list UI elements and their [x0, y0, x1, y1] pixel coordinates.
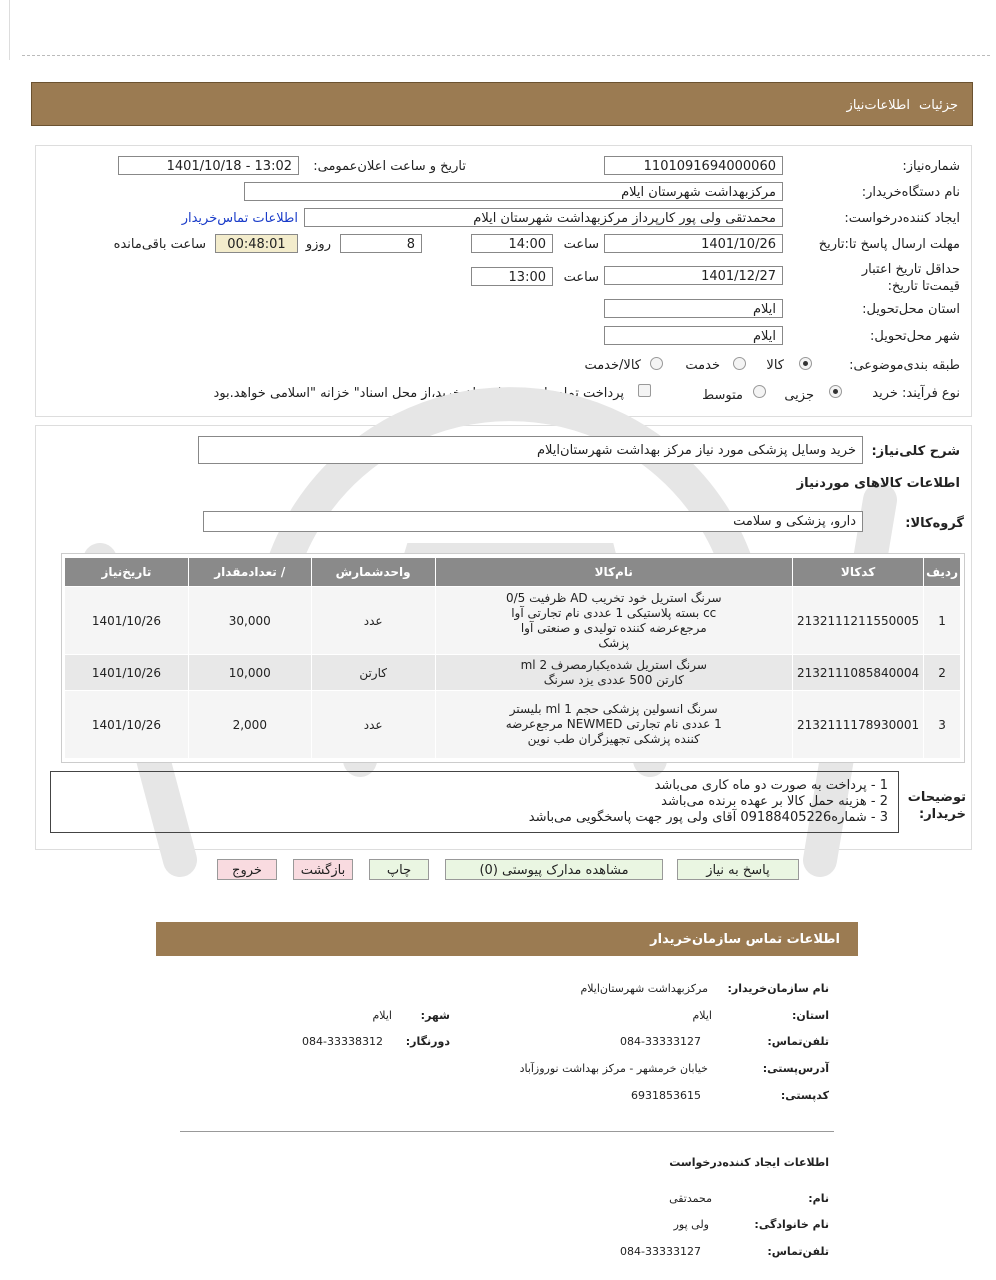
creator-family-value: ولی پور	[673, 1218, 709, 1231]
left-edge-line	[9, 0, 10, 60]
creator-phone-label: تلفن‌تماس:	[767, 1245, 829, 1258]
need-desc-label: شرح کلی‌نیاز:	[871, 444, 960, 459]
deadline-time-field: 14:00	[471, 234, 553, 253]
cell-code: 2132111178930001	[792, 691, 923, 759]
table-row[interactable]	[65, 587, 961, 655]
cell-unit: عدد	[311, 587, 435, 655]
cell-code: 2132111085840004	[792, 655, 923, 691]
contact-province-label: استان:	[792, 1009, 829, 1022]
days-label: روزو	[305, 237, 331, 252]
process-minor-label: جزیی	[784, 388, 814, 403]
announce-field: 1401/10/18 - 13:02	[118, 156, 299, 175]
deadline-label: مهلت ارسال پاسخ تا:تاریخ	[818, 237, 960, 252]
cell-code: 2132111211550005	[792, 587, 923, 655]
creator-label: ایجاد کننده‌درخواست:	[844, 211, 960, 226]
contact-province-value: ایلام	[692, 1009, 712, 1022]
category-service-label: خدمت	[685, 358, 720, 373]
cell-unit: عدد	[311, 691, 435, 759]
items-table	[64, 557, 961, 759]
cell-unit: کارتن	[311, 655, 435, 691]
col-unit: واحدشمارش	[311, 558, 435, 587]
contact-header	[156, 922, 858, 956]
tab-need-info[interactable]: اطلاعات‌نیاز	[846, 98, 910, 113]
payment-checkbox[interactable]	[638, 384, 651, 397]
reply-button[interactable]: پاسخ به نیاز	[677, 859, 799, 880]
need-number-field: 1101091694000060	[604, 156, 783, 175]
days-field: 8	[340, 234, 422, 253]
need-desc-field: خرید وسایل پزشکی مورد نیاز مرکز بهداشت شهرستان‌ایلام	[198, 436, 863, 464]
category-goods-label: کالا	[766, 358, 784, 373]
cell-date: 1401/10/26	[65, 587, 189, 655]
buyer-contact-link[interactable]: اطلاعات تماس‌خریدار	[181, 211, 298, 226]
cell-name: سرنگ انسولین پزشکی حجم 1 ml بلیستر 1 عددی نام تجارتی NEWMED مرجع‌عرضه کننده پزشکی تجهیزگران طب نوین	[435, 691, 792, 759]
cell-qty: 2,000	[188, 691, 311, 759]
process-medium-radio[interactable]	[753, 385, 766, 398]
top-divider	[22, 55, 990, 56]
fax-value: 084-33338312	[302, 1035, 383, 1048]
validity-label: حداقل تاریخ اعتبار قیمت‌تا تاریخ:	[861, 262, 960, 294]
province-label: استان محل‌تحویل:	[862, 302, 960, 317]
cell-name: سرنگ استریل شده‌یکبارمصرف 2 ml کارتن 500 عددی یزد سرنگ	[435, 655, 792, 691]
category-both-radio[interactable]	[650, 357, 663, 370]
buyer-field: مرکزبهداشت شهرستان ایلام	[244, 182, 783, 201]
col-code: کدکالا	[792, 558, 923, 587]
col-qty: / تعدادمقدار	[188, 558, 311, 587]
need-number-label: شماره‌نیاز:	[902, 159, 960, 174]
org-label: نام سازمان‌خریدار:	[727, 982, 829, 995]
exit-button[interactable]: خروج	[217, 859, 277, 880]
city-field: ایلام	[604, 326, 783, 345]
note-line: 3 - شماره09188405226 آقای ولی پور جهت پاسخگویی می‌باشد	[528, 810, 888, 825]
cell-qty: 10,000	[188, 655, 311, 691]
print-button[interactable]: چاپ	[369, 859, 429, 880]
goods-group-label: گروه‌کالا:	[905, 516, 964, 531]
contact-phone-value: 084-33333127	[620, 1035, 701, 1048]
cell-row: 3	[924, 691, 961, 759]
announce-label: تاریخ و ساعت اعلان‌عمومی:	[313, 159, 466, 174]
process-medium-label: متوسط	[702, 388, 743, 403]
process-label: نوع فرآیند: خرید	[872, 386, 960, 401]
col-name: نام‌کالا	[435, 558, 792, 587]
address-value: خیابان خرمشهر - مرکز بهداشت نوروزآباد	[519, 1062, 708, 1075]
table-row[interactable]	[65, 655, 961, 691]
creator-field: محمدتقی ولی پور کارپرداز مرکزبهداشت شهرستان ایلام	[304, 208, 783, 227]
contact-phone-label: تلفن‌تماس:	[767, 1035, 829, 1048]
col-row: ردیف	[924, 558, 961, 587]
deadline-time-label: ساعت	[563, 237, 599, 252]
validity-time-field: 13:00	[471, 267, 553, 286]
back-button[interactable]: بازگشت	[293, 859, 353, 880]
attachments-button[interactable]: مشاهده مدارک پیوستی (0)	[445, 859, 663, 880]
buyer-label: نام دستگاه‌خریدار:	[861, 185, 960, 200]
creator-family-label: نام خانوادگی:	[754, 1218, 829, 1231]
table-row[interactable]	[65, 691, 961, 759]
page-header	[31, 82, 973, 126]
category-goods-radio[interactable]	[799, 357, 812, 370]
process-minor-radio[interactable]	[829, 385, 842, 398]
note-line: 1 - پرداخت به صورت دو ماه کاری می‌باشد	[654, 778, 888, 793]
note-line: 2 - هزینه حمل کالا بر عهده برنده می‌باشد	[661, 794, 888, 809]
category-both-label: کالا/خدمت	[584, 358, 641, 373]
contact-city-value: ایلام	[372, 1009, 392, 1022]
address-label: آدرس‌پستی:	[762, 1062, 829, 1075]
remaining-timer: 00:48:01	[215, 234, 298, 253]
tab-details[interactable]: جزئیات	[919, 98, 958, 113]
goods-group-field: دارو، پزشکی و سلامت	[203, 511, 863, 532]
creator-phone-value: 084-33333127	[620, 1245, 701, 1258]
category-service-radio[interactable]	[733, 357, 746, 370]
buyer-notes-label: توضیحات خریدار:	[907, 790, 966, 822]
remaining-label: ساعت باقی‌مانده	[113, 237, 206, 252]
cell-qty: 30,000	[188, 587, 311, 655]
validity-time-label: ساعت	[563, 270, 599, 285]
payment-note: پرداخت تمام یا بخشی از مبلغ خرید،از محل اسناد" خزانه "اسلامی خواهد.بود	[213, 386, 624, 401]
org-value: مرکزبهداشت شهرستان‌ایلام	[580, 982, 708, 995]
col-date: تاریخ‌نیاز	[65, 558, 189, 587]
contact-title: اطلاعات تماس سازمان‌خریدار	[650, 932, 840, 947]
cell-name: سرنگ استریل خود تخریب AD ظرفیت 0/5 cc بسته پلاستیکی 1 عددی نام تجارتی آوا مرجع‌عرضه کننده تولیدی و صنعتی آوا پزشک	[435, 587, 792, 655]
postal-value: 6931853615	[631, 1089, 701, 1102]
city-label: شهر محل‌تحویل:	[870, 329, 960, 344]
fax-label: دورنگار:	[405, 1035, 450, 1048]
deadline-date-field: 1401/10/26	[604, 234, 783, 253]
creator-name-label: نام:	[808, 1192, 829, 1205]
contact-divider	[180, 1131, 834, 1132]
creator-info-title: اطلاعات ایجاد کننده‌درخواست	[669, 1156, 829, 1169]
cell-date: 1401/10/26	[65, 691, 189, 759]
postal-label: کد‌پستی:	[780, 1089, 829, 1102]
cell-row: 1	[924, 587, 961, 655]
goods-info-title: اطلاعات کالاهای موردنیاز	[796, 476, 960, 491]
cell-date: 1401/10/26	[65, 655, 189, 691]
contact-city-label: شهر:	[420, 1009, 450, 1022]
creator-name-value: محمدتقی	[669, 1192, 712, 1205]
validity-date-field: 1401/12/27	[604, 266, 783, 285]
province-field: ایلام	[604, 299, 783, 318]
buyer-notes-box	[50, 771, 899, 833]
category-label: طبقه بندی‌موضوعی:	[849, 358, 960, 373]
cell-row: 2	[924, 655, 961, 691]
